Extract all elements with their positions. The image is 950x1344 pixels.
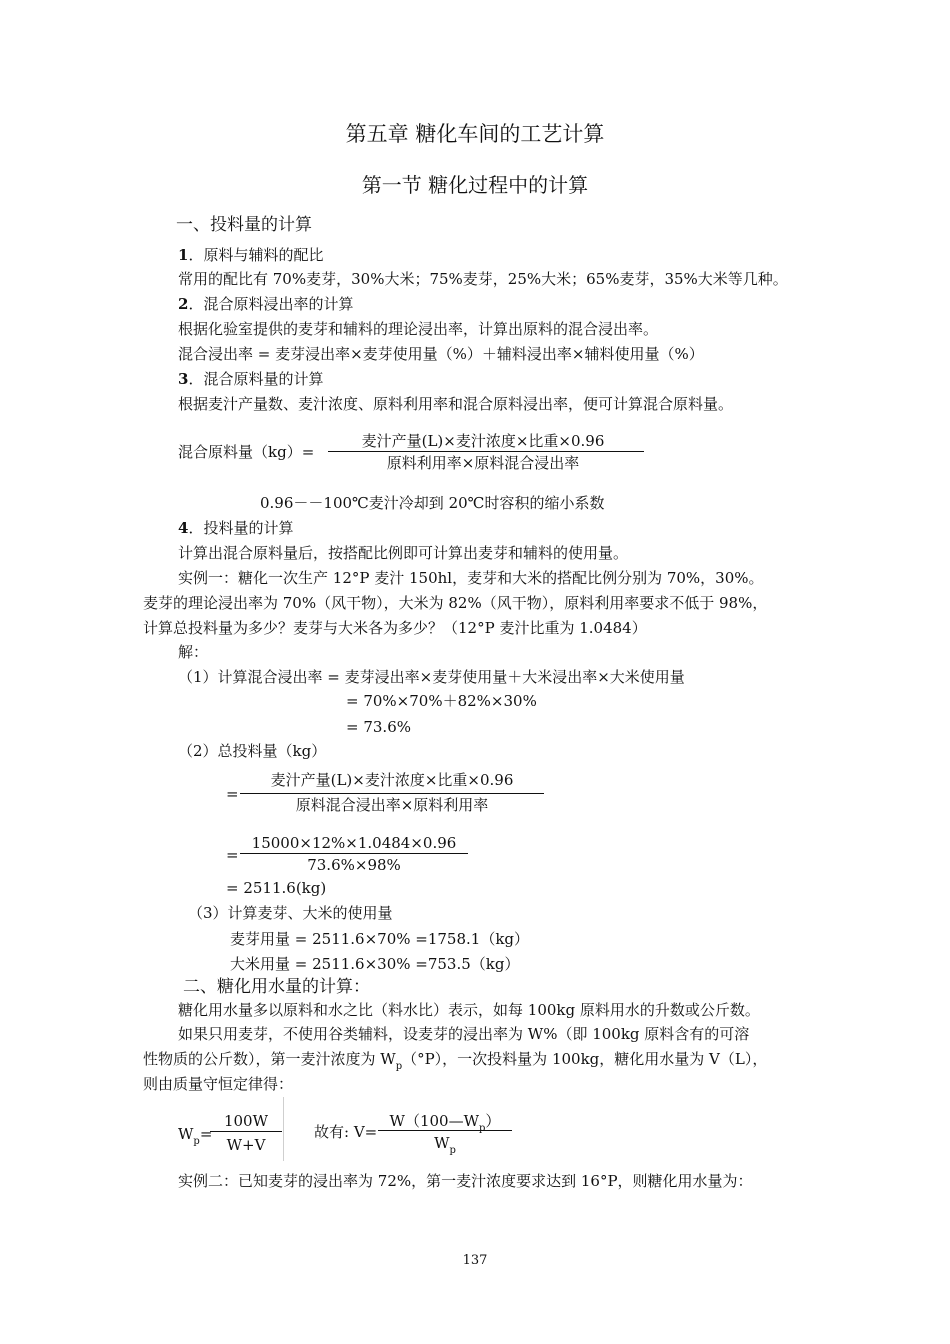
item-number: 4 <box>178 519 189 537</box>
item4-title <box>178 519 293 537</box>
fraction-denominator: 73.6%×98% <box>307 856 401 874</box>
fraction-denominator <box>378 1134 512 1160</box>
item-title-text: ．混合原料浸出率的计算 <box>188 295 354 313</box>
water-line3-part1: 性物质的公斤数），第一麦汁浓度为 W <box>143 1050 396 1068</box>
step1-line3: = 73.6% <box>346 718 411 736</box>
section-title: 第一节 糖化过程中的计算 <box>361 173 589 197</box>
item3-title <box>178 370 323 388</box>
fraction-denominator: 原料混合浸出率×原料利用率 <box>295 796 489 814</box>
mixed-material-formula-lhs: 混合原料量（kg）= <box>178 443 315 461</box>
step2-symbolic-fraction <box>240 771 544 815</box>
chapter-title: 第五章 糖化车间的工艺计算 <box>345 122 605 146</box>
item2-text: 根据化验室提供的麦芽和辅料的理论浸出率，计算出原料的混合浸出率。 <box>178 320 659 338</box>
example1-line2: 麦芽的理论浸出率为 70%（风干物），大米为 82%（风干物），原料利用率要求不低于 98%， <box>143 594 768 612</box>
wp-fraction <box>210 1112 282 1154</box>
shrink-coefficient-note: 0.96－－100℃麦汁冷却到 20℃时容积的缩小系数 <box>260 494 605 512</box>
page-number: 137 <box>462 1253 488 1268</box>
v-fraction <box>378 1112 512 1158</box>
step2-numeric-fraction <box>240 834 468 876</box>
step2-label: （2）总投料量（kg） <box>178 742 327 760</box>
fraction-numerator: 15000×12%×1.0484×0.96 <box>251 834 457 852</box>
numerator-part1: W（100—W <box>389 1112 480 1130</box>
item1-title <box>178 246 323 264</box>
step2-equals-numeric: = <box>226 846 239 864</box>
item3-text: 根据麦汁产量数、麦汁浓度、原料利用率和混合原料浸出率，便可计算混合原料量。 <box>178 395 734 413</box>
step3-label: （3）计算麦芽、大米的使用量 <box>188 904 393 922</box>
item1-text: 常用的配比有 70%麦芽，30%大米；75%麦芽，25%大米；65%麦芽，35%大米等几种。 <box>178 270 788 288</box>
water-line4: 则由质量守恒定律得： <box>143 1075 294 1093</box>
formula-divider <box>283 1097 284 1161</box>
rice-usage: 大米用量 = 2511.6×30% =753.5（kg） <box>230 955 520 973</box>
water-line1: 糖化用水量多以原料和水之比（料水比）表示，如每 100kg 原料用水的升数或公斤数。 <box>178 1001 760 1019</box>
fraction-bar <box>210 1131 282 1132</box>
fraction-bar <box>240 853 468 854</box>
example1-line1: 实例一：糖化一次生产 12°P 麦汁 150hl，麦芽和大米的搭配比例分别为 70%，30%。 <box>178 569 764 587</box>
numerator-part2: ） <box>485 1112 501 1130</box>
item-title-text: ．混合原料量的计算 <box>188 370 324 388</box>
v-formula-lhs: 故有: V= <box>314 1123 378 1141</box>
wp-formula-lhs <box>178 1125 212 1151</box>
step2-equals: = <box>226 785 239 803</box>
item-number: 1 <box>178 246 189 264</box>
step1-line2: = 70%×70%＋82%×30% <box>346 692 537 710</box>
mixed-material-fraction <box>322 432 644 474</box>
fraction-denominator: 原料利用率×原料混合浸出率 <box>386 454 580 472</box>
water-line3-part2: （°P），一次投料量为 100kg，糖化用水量为 V（L）， <box>402 1050 768 1068</box>
item-title-text: ．投料量的计算 <box>188 519 294 537</box>
water-line2: 如果只用麦芽，不使用谷类辅料，设麦芽的浸出率为 W%（即 100kg 原料含有的可溶 <box>178 1025 750 1043</box>
fraction-bar <box>378 1130 512 1131</box>
step2-result: = 2511.6(kg) <box>226 879 327 897</box>
fraction-bar <box>240 793 544 794</box>
subscript-p: p <box>449 1145 456 1156</box>
fraction-bar <box>328 451 644 452</box>
example2-text: 实例二：已知麦芽的浸出率为 72%，第一麦汁浓度要求达到 16°P，则糖化用水量为： <box>178 1172 753 1190</box>
subscript-p: p <box>479 1123 486 1134</box>
example1-line3: 计算总投料量为多少？麦芽与大米各为多少？（12°P 麦汁比重为 1.0484） <box>143 619 647 637</box>
item2-formula: 混合浸出率 = 麦芽浸出率×麦芽使用量（%）＋辅料浸出率×辅料使用量（%） <box>178 345 704 363</box>
item-number: 3 <box>178 370 189 388</box>
item-number: 2 <box>178 295 189 313</box>
malt-usage: 麦芽用量 = 2511.6×70% =1758.1（kg） <box>230 930 530 948</box>
item-title-text: ．原料与辅料的配比 <box>188 246 324 264</box>
solution-label: 解： <box>178 643 209 661</box>
denominator-symbol: W <box>434 1134 450 1152</box>
equals-sign: = <box>199 1125 213 1143</box>
water-line3 <box>143 1050 767 1076</box>
subscript-p: p <box>395 1061 403 1072</box>
fraction-numerator: 100W <box>223 1112 269 1130</box>
fraction-denominator: W+V <box>226 1136 266 1154</box>
wp-symbol: W <box>178 1125 194 1143</box>
item4-text: 计算出混合原料量后，按搭配比例即可计算出麦芽和辅料的使用量。 <box>178 544 629 562</box>
fraction-numerator: 麦汁产量(L)×麦汁浓度×比重×0.96 <box>270 771 514 789</box>
fraction-numerator: 麦汁产量(L)×麦汁浓度×比重×0.96 <box>361 432 605 450</box>
item2-title <box>178 295 353 313</box>
heading-input-calc: 一、投料量的计算 <box>176 215 312 235</box>
step1-line1: （1）计算混合浸出率 = 麦芽浸出率×麦芽使用量＋大米浸出率×大米使用量 <box>178 668 685 686</box>
subscript-p: p <box>193 1136 200 1147</box>
heading-water-calc: 二、糖化用水量的计算： <box>183 977 370 997</box>
